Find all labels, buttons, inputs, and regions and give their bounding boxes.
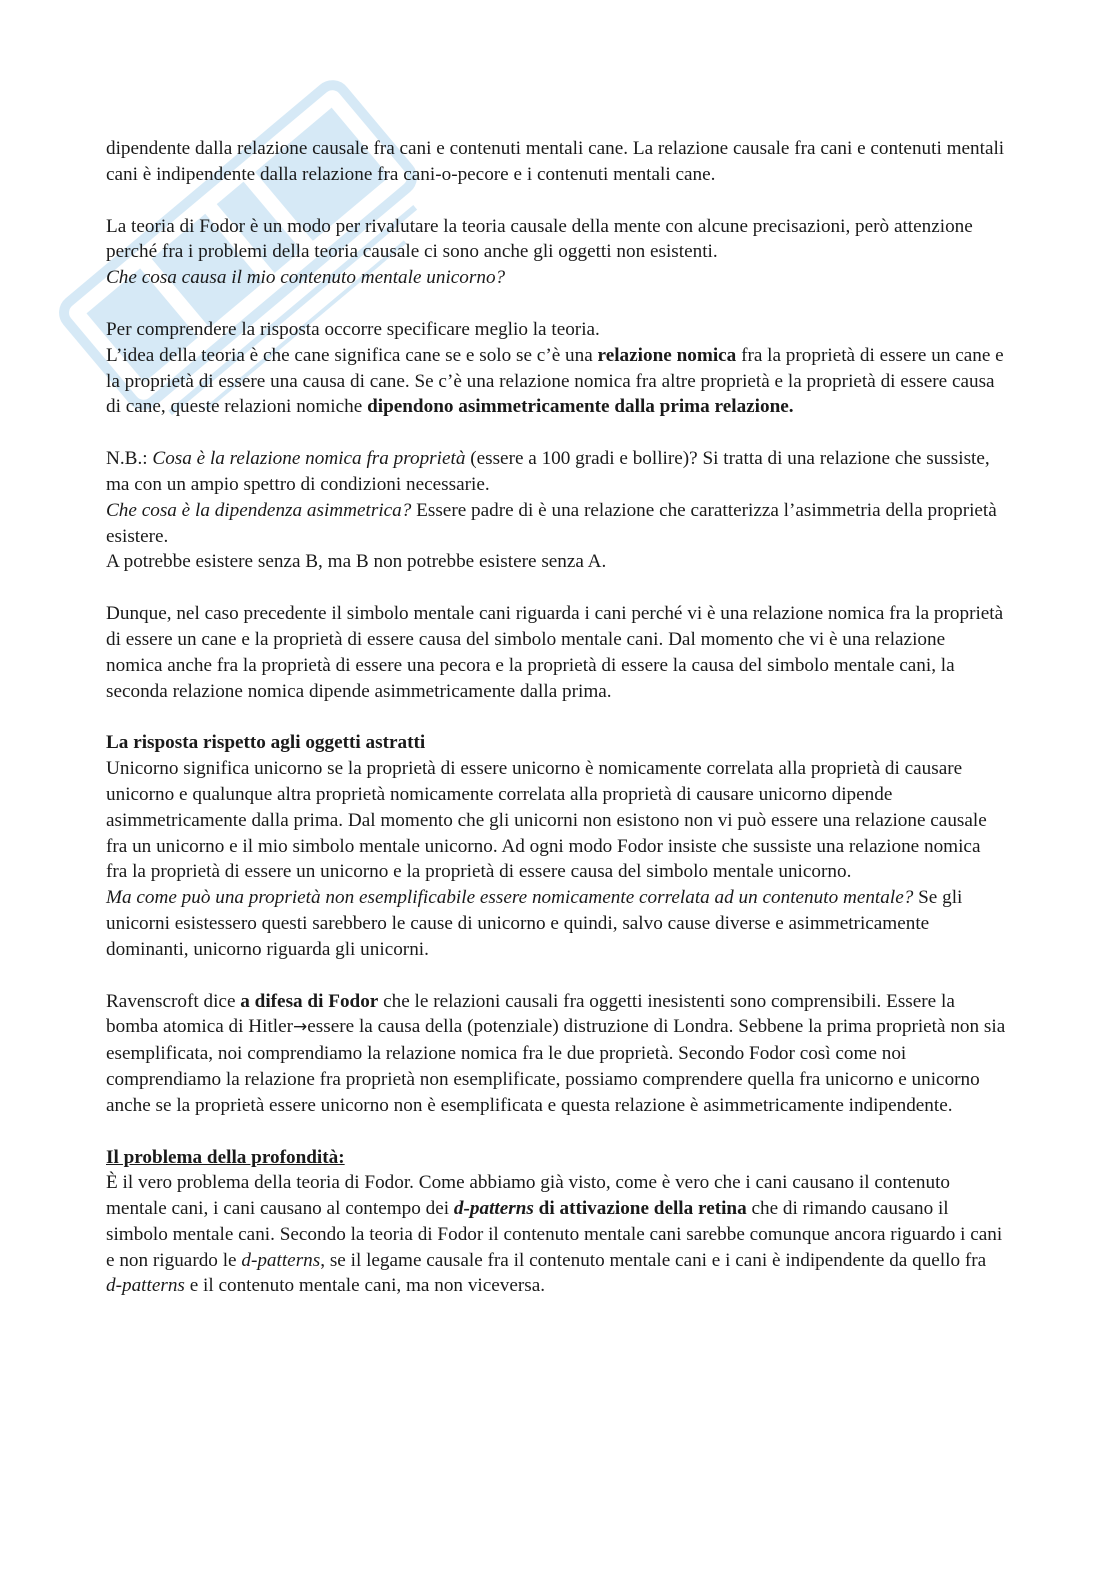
- paragraph-text: È il vero problema della teoria di Fodor. Come abbiamo già visto, come è vero che i cani causano il contenuto mentale cani, i cani causano al contempo dei: [106, 1172, 950, 1220]
- paragraph-nota-bene: [106, 446, 1006, 575]
- bold-italic-term: d-patterns: [453, 1198, 534, 1220]
- paragraph-text: Se gli unicorni esistessero questi sarebbero le cause di unicorno e quindi, salvo cause diverse e asimmetricamente dominanti, unicorno riguarda gli unicorni.: [106, 887, 963, 960]
- bold-term: a difesa di Fodor: [240, 990, 379, 1012]
- section-heading: La risposta rispetto agli oggetti astratti: [106, 732, 426, 754]
- paragraph-text: (essere a 100 gradi e bollire)? Si tratta di una relazione che sussiste, ma con un ampio spettro di condizioni necessarie.: [106, 448, 990, 495]
- paragraph-text: Ravenscroft dice: [106, 990, 241, 1012]
- question-italic: Ma come può una proprietà non esemplificabile essere nomicamente correlata ad un contenuto mentale?: [106, 887, 914, 909]
- paragraph-text: , se il legame causale fra il contenuto mentale cani e i cani è indipendente da quello fra: [320, 1249, 987, 1271]
- question-italic: Che cosa è la dipendenza asimmetrica?: [106, 499, 412, 521]
- question-italic: Che cosa causa il mio contenuto mentale unicorno?: [106, 267, 506, 289]
- paragraph-continuation: dipendente dalla relazione causale fra cani e contenuti mentali cane. La relazione causale fra cani e contenuti mentali cani è indipendente dalla relazione fra cani-o-pecore e i contenuti mentali cane.: [106, 138, 1005, 185]
- document-page: [106, 136, 1006, 1299]
- paragraph-text: che le relazioni causali fra oggetti inesistenti sono comprensibili. Essere la bomba atomica di Hitler: [106, 990, 955, 1038]
- arrow-right-icon: →: [293, 1017, 308, 1038]
- paragraph-abstract-objects: [106, 730, 1006, 962]
- paragraph-text: Per comprendere la risposta occorre specificare meglio la teoria.: [106, 318, 600, 340]
- paragraph-text: La teoria di Fodor è un modo per rivalutare la teoria causale della mente con alcune precisazioni, però attenzione perché fra i problemi della teoria causale ci sono anche gli oggetti non esistenti.: [106, 215, 973, 263]
- paragraph-ravenscroft: [106, 989, 1006, 1119]
- section-heading: Il problema della profondità:: [106, 1146, 345, 1168]
- italic-term: d-patterns: [241, 1249, 321, 1271]
- paragraph-conclusion: Dunque, nel caso precedente il simbolo mentale cani riguarda i cani perché vi è una relazione nomica fra la proprietà di essere un cane e la proprietà di essere causa del simbolo mentale cani. Dal momento che vi è una relazione nomica anche fra la proprietà di essere una pecora e la proprietà di essere la causa del simbolo mentale cani, la seconda relazione nomica dipende asimmetricamente dalla prima.: [106, 603, 1004, 702]
- paragraph-depth-problem: [106, 1145, 1006, 1300]
- paragraph-text: L’idea della teoria è che cane significa cane se e solo se c’è una: [106, 344, 598, 366]
- question-italic: Cosa è la relazione nomica fra proprietà: [152, 448, 466, 470]
- paragraph-text: N.B.:: [106, 448, 153, 470]
- paragraph-text: e il contenuto mentale cani, ma non viceversa.: [184, 1275, 546, 1297]
- italic-term: d-patterns: [106, 1275, 185, 1297]
- paragraph-text: fra la proprietà di essere un cane e la proprietà di essere una causa di cane. Se c’è una relazione nomica fra altre proprietà e la proprietà di essere causa di cane, queste relazioni nomiche: [106, 344, 1004, 418]
- bold-term: relazione nomica: [597, 344, 737, 366]
- paragraph-text: A potrebbe esistere senza B, ma B non potrebbe esistere senza A.: [106, 551, 607, 573]
- bold-term: dipendono asimmetricamente dalla prima relazione.: [367, 396, 794, 418]
- bold-term: di attivazione della retina: [533, 1198, 747, 1220]
- paragraph-text: essere la causa della (potenziale) distruzione di Londra. Sebbene la prima proprietà non sia esemplificata, noi comprendiamo la relazione nomica fra le due proprietà. Secondo Fodor così come noi comprendiamo la relazione fra proprietà non esemplificate, possiamo comprendere quella fra unicorno e unicorno anche se la proprietà essere unicorno non è esemplificata e questa relazione è asimmetricamente indipendente.: [106, 1016, 1006, 1116]
- paragraph-text: Unicorno significa unicorno se la proprietà di essere unicorno è nomicamente correlata alla proprietà di causare unicorno e qualunque altra proprietà nomicamente correlata alla proprietà di causare unicorno dipende asimmetricamente dalla prima. Dal momento che gli unicorni non esistono non vi può essere una relazione causale fra un unicorno e il mio simbolo mentale unicorno. Ad ogni modo Fodor insiste che sussiste una relazione nomica fra la proprietà di essere un unicorno e la proprietà di essere causa del simbolo mentale unicorno.: [106, 758, 987, 883]
- paragraph-text: Essere padre di è una relazione che caratterizza l’asimmetria della proprietà esistere.: [106, 499, 997, 547]
- paragraph-fodor-theory: [106, 214, 1006, 291]
- paragraph-nomic-relation: [106, 317, 1006, 420]
- paragraph-text: che di rimando causano il simbolo mentale cani. Secondo la teoria di Fodor il contenuto mentale cani sarebbe comunque ancora riguardo i cani e non riguardo le: [106, 1198, 1003, 1271]
